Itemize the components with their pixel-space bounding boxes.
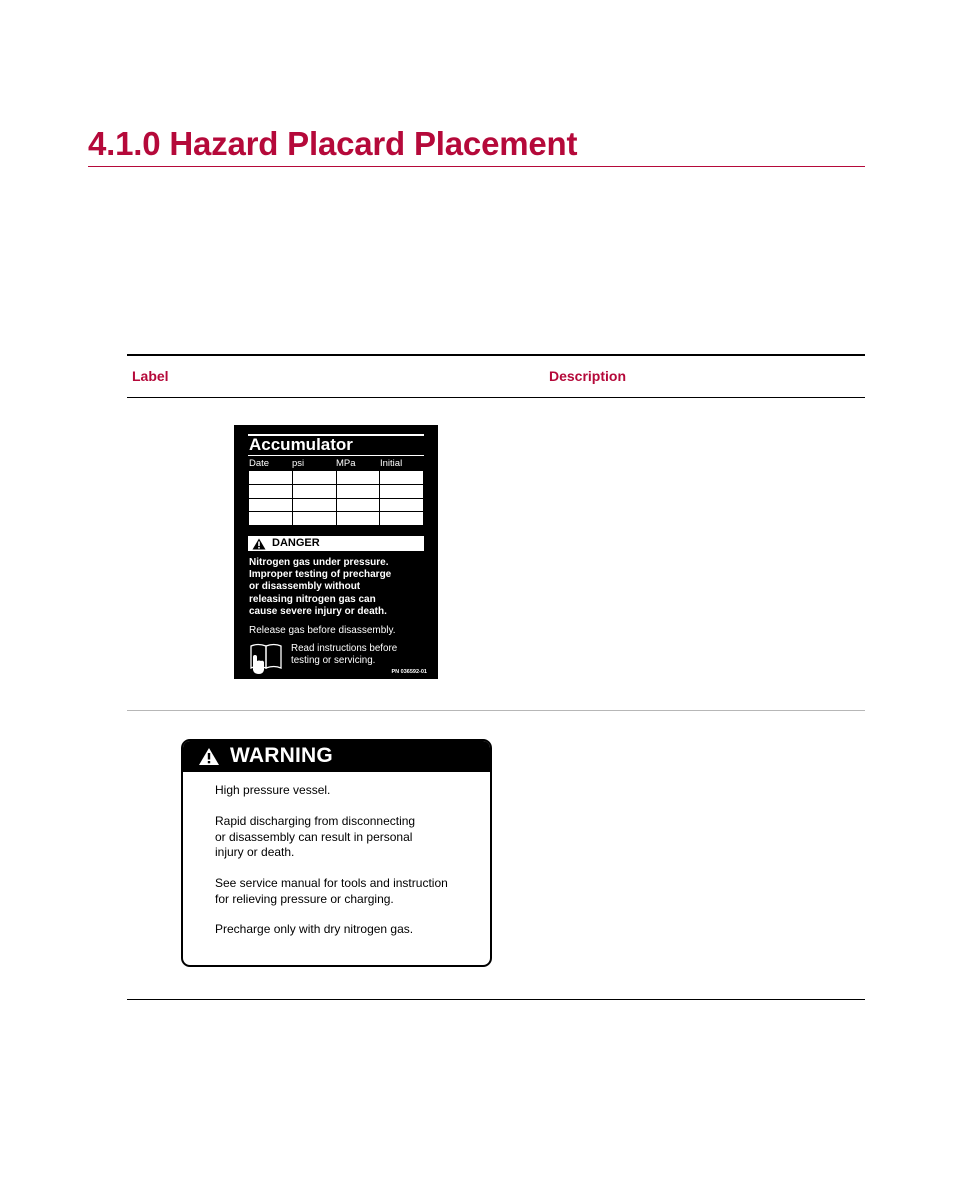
record-grid (248, 470, 424, 526)
title-rule (88, 166, 865, 167)
danger-line: or disassembly without (249, 581, 361, 593)
part-number: PN 036592-01 (391, 669, 427, 675)
warning-placard (181, 739, 492, 967)
danger-text: DANGER (272, 537, 320, 549)
warning-line: See service manual for tools and instruction (215, 876, 448, 890)
column-header-label: Label (132, 368, 169, 384)
manual-book-icon (248, 642, 286, 676)
danger-line: Improper testing of precharge (249, 569, 392, 581)
placard-title: Accumulator (249, 435, 353, 454)
warning-line: Rapid discharging from disconnecting (215, 814, 416, 828)
read-instructions (291, 643, 397, 667)
column-psi: psi (292, 458, 305, 469)
warning-paragraph (215, 814, 415, 861)
column-date: Date (249, 458, 270, 469)
warning-line: for relieving pressure or charging. (215, 891, 394, 906)
grid-row (249, 484, 424, 498)
warning-triangle-icon (198, 747, 220, 766)
danger-message (249, 557, 391, 618)
warning-triangle-icon (252, 538, 266, 550)
warning-paragraph (215, 922, 413, 938)
table-top-rule (127, 354, 865, 356)
danger-line: cause severe injury or death. (249, 605, 387, 617)
placard-title-rule (248, 455, 424, 456)
grid-row (249, 471, 424, 485)
release-instruction: Release gas before disassembly. (249, 625, 396, 636)
warning-paragraph (215, 783, 330, 799)
grid-row (249, 512, 424, 526)
warning-line: injury or death. (215, 845, 295, 860)
danger-banner (248, 536, 424, 551)
warning-banner (183, 741, 490, 772)
read-line: Read instructions before (291, 643, 398, 654)
warning-text: WARNING (230, 744, 333, 767)
table-bottom-rule (127, 999, 865, 1000)
warning-paragraph (215, 876, 448, 907)
danger-line: Nitrogen gas under pressure. (249, 557, 389, 568)
page-title: 4.1.0 Hazard Placard Placement (88, 125, 578, 162)
warning-line: or disassembly can result in personal (215, 829, 413, 844)
warning-line: Precharge only with dry nitrogen gas. (215, 922, 414, 936)
column-mpa: MPa (336, 458, 356, 469)
column-initial: Initial (380, 458, 403, 469)
danger-line: releasing nitrogen gas can (249, 593, 376, 605)
table-header-rule (127, 397, 865, 398)
accumulator-placard (234, 425, 438, 679)
row-divider (127, 710, 865, 711)
warning-line: High pressure vessel. (215, 783, 331, 797)
grid-row (249, 498, 424, 512)
read-line: testing or servicing. (291, 655, 376, 666)
column-header-description: Description (549, 368, 627, 384)
